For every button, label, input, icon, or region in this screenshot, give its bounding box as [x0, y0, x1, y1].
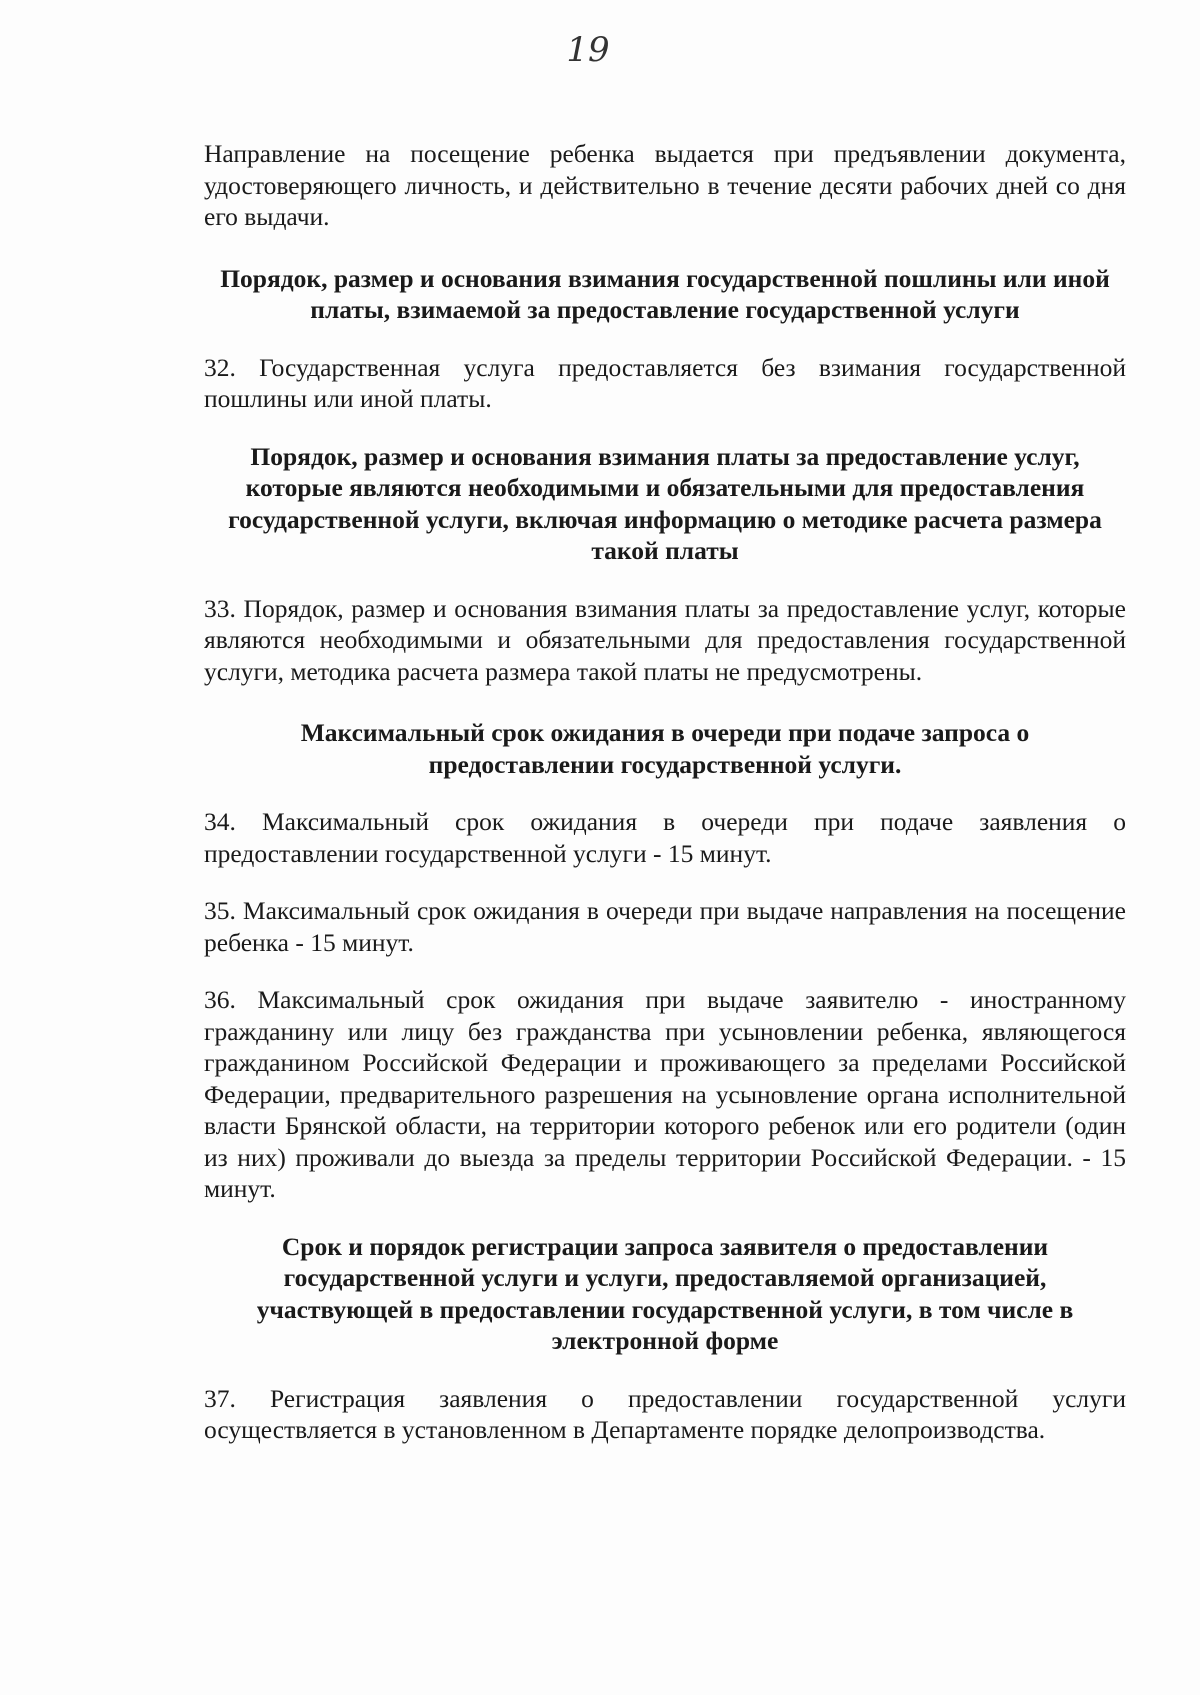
paragraph-32: 32. Государственная услуга предоставляется без взимания государственной пошлины или иной платы. — [204, 352, 1126, 413]
heading-service-payment: Порядок, размер и основания взимания платы за предоставление услуг, которые являются необходимыми и обязательными для предоставления государственной услуги, включая информацию о методике расчета размера такой платы — [228, 441, 1102, 565]
paragraph-33: 33. Порядок, размер и основания взимания платы за предоставление услуг, которые являются необходимыми и обязательными для предоставления государственной услуги, методика расчета размера такой платы не предусмотрены. — [204, 593, 1126, 686]
paragraph-36: 36. Максимальный срок ожидания при выдаче заявителю - иностранному гражданину или лицу без гражданства при усыновлении ребенка, являющегося гражданином Российской Федерации и проживающего за пределами Российской Федерации, предварительного разрешения на усыновление органа исполнительной власти Брянской области, на территории которого ребенок или его родители (один из них) проживали до выезда за пределы территории Российской Федерации. - 15 минут. — [204, 985, 1126, 1203]
heading-state-fee: Порядок, размер и основания взимания государственной пошлины или иной платы, взимаемой за предоставление государственной услуги — [220, 263, 1110, 324]
heading-registration: Срок и порядок регистрации запроса заявителя о предоставлении государственной услуги и услуги, предоставляемой организацией, участвующей в предоставлении государственной услуги, в том числе в электронной форме — [256, 1231, 1074, 1355]
heading-queue-time: Максимальный срок ожидания в очереди при подаче запроса о предоставлении государственной услуги. — [300, 718, 1030, 779]
page-number: 19 — [566, 30, 610, 70]
paragraph-35: 35. Максимальный срок ожидания в очереди при выдаче направления на посещение ребенка - 15 минут. — [204, 896, 1126, 957]
document-body — [204, 138, 1126, 1446]
paragraph-37: 37. Регистрация заявления о предоставлении государственной услуги осуществляется в установленном в Департаменте порядке делопроизводства. — [204, 1383, 1126, 1444]
paragraph-intro: Направление на посещение ребенка выдается при предъявлении документа, удостоверяющего личность, и действительно в течение десяти рабочих дней со дня его выдачи. — [204, 139, 1126, 231]
paragraph-34: 34. Максимальный срок ожидания в очереди при подаче заявления о предоставлении государственной услуги - 15 минут. — [204, 807, 1126, 868]
